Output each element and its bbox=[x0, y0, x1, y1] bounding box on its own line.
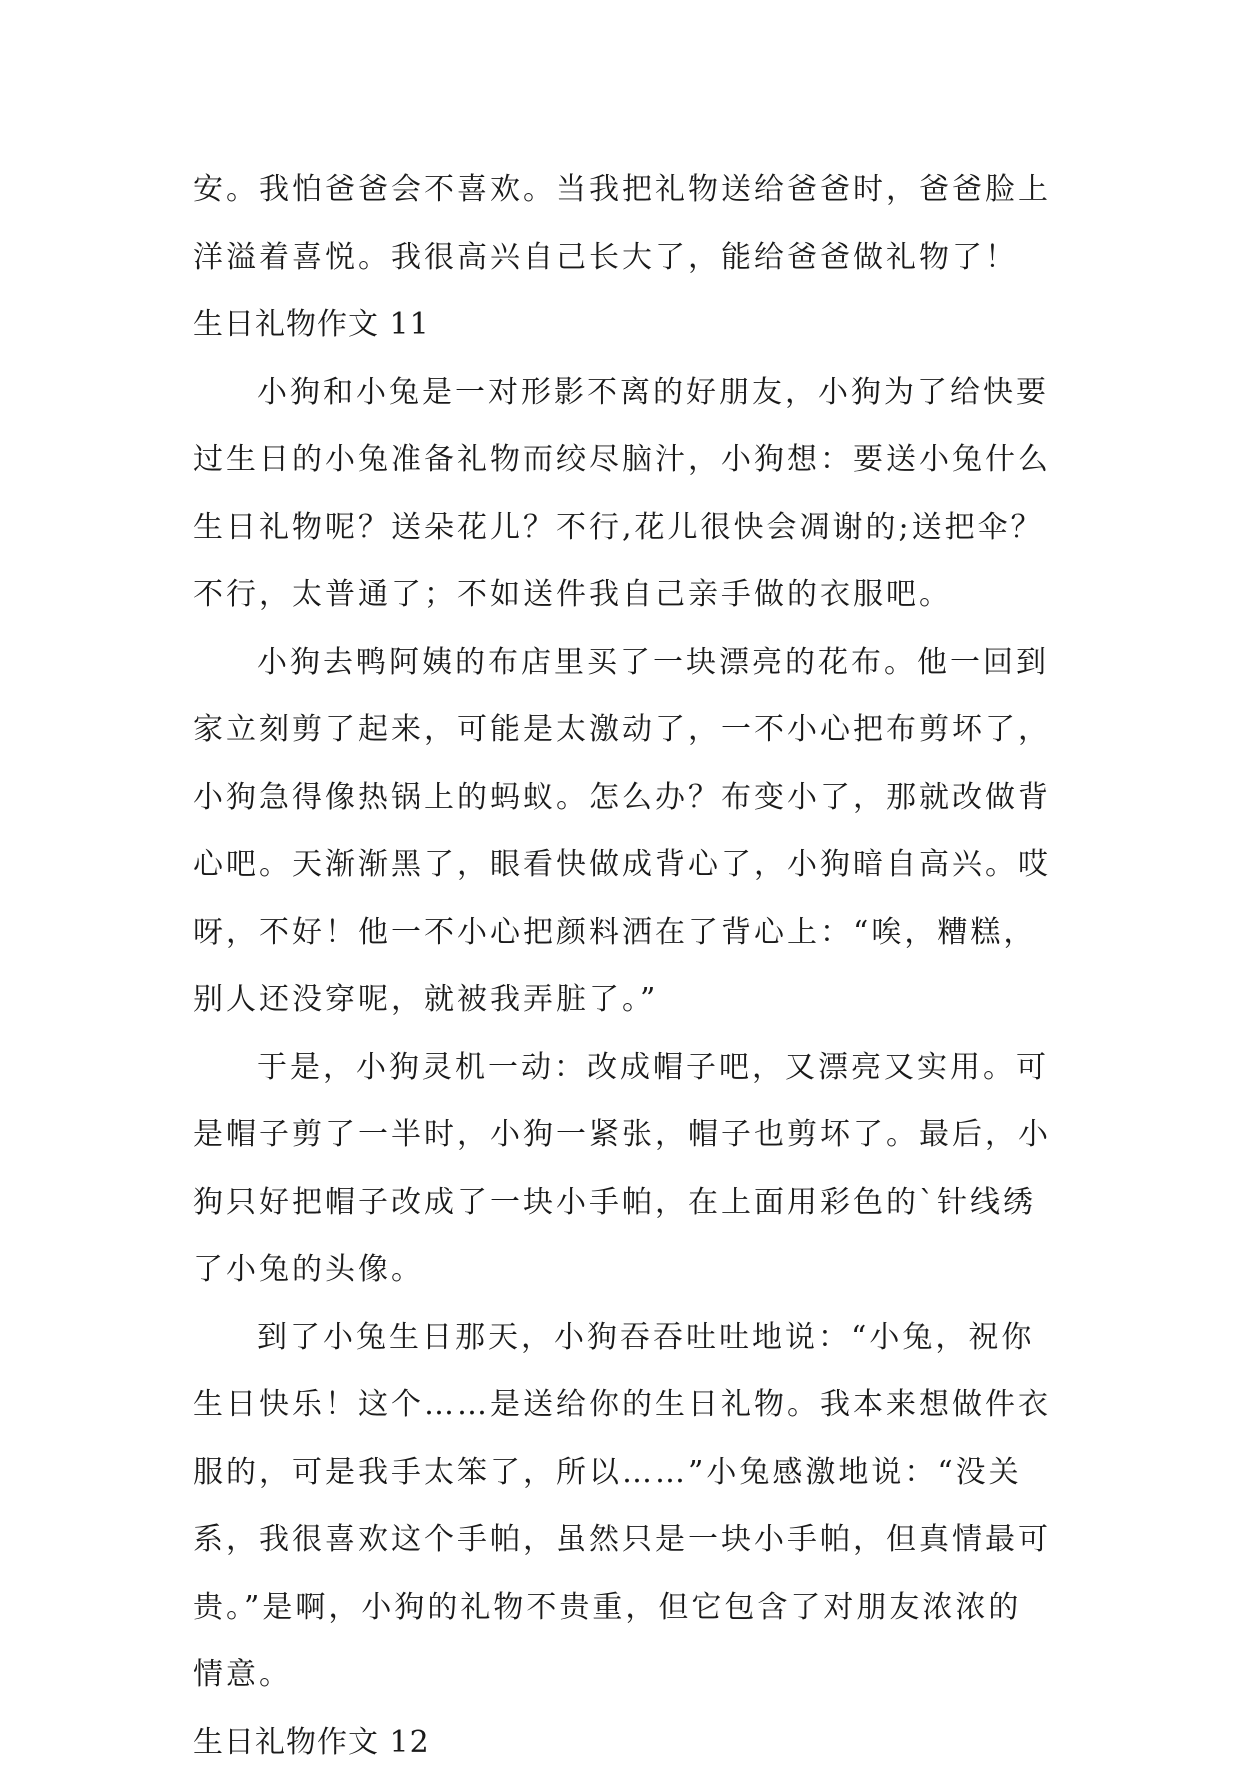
essay-heading-12: 生日礼物作文 12 bbox=[193, 1709, 1063, 1776]
text-line: 生日礼物呢？送朵花儿？不行,花儿很快会凋谢的;送把伞？ bbox=[193, 494, 1063, 562]
text-line: 狗只好把帽子改成了一块小手帕，在上面用彩色的`针线绣 bbox=[193, 1169, 1063, 1237]
paragraph-2 bbox=[193, 629, 1063, 1034]
text-line: 小狗去鸭阿姨的布店里买了一块漂亮的花布。他一回到 bbox=[193, 629, 1063, 697]
text-line: 小狗急得像热锅上的蚂蚁。怎么办？布变小了，那就改做背 bbox=[193, 764, 1063, 832]
text-line: 洋溢着喜悦。我很高兴自己长大了，能给爸爸做礼物了！ bbox=[193, 224, 1063, 292]
text-line: 情意。 bbox=[193, 1641, 1063, 1709]
paragraph-4 bbox=[193, 1304, 1063, 1709]
text-line: 系，我很喜欢这个手帕，虽然只是一块小手帕，但真情最可 bbox=[193, 1506, 1063, 1574]
text-line: 是帽子剪了一半时，小狗一紧张，帽子也剪坏了。最后，小 bbox=[193, 1101, 1063, 1169]
text-line: 别人还没穿呢，就被我弄脏了。” bbox=[193, 966, 1063, 1034]
essay-heading-11: 生日礼物作文 11 bbox=[193, 291, 1063, 359]
text-line: 了小兔的头像。 bbox=[193, 1236, 1063, 1304]
text-line: 呀，不好！他一不小心把颜料洒在了背心上：“唉，糟糕， bbox=[193, 899, 1063, 967]
paragraph-1 bbox=[193, 359, 1063, 629]
text-line: 小狗和小兔是一对形影不离的好朋友，小狗为了给快要 bbox=[193, 359, 1063, 427]
text-line: 贵。”是啊，小狗的礼物不贵重，但它包含了对朋友浓浓的 bbox=[193, 1574, 1063, 1642]
text-line: 过生日的小兔准备礼物而绞尽脑汁，小狗想：要送小兔什么 bbox=[193, 426, 1063, 494]
intro-paragraph bbox=[193, 156, 1063, 291]
text-line: 生日快乐！这个……是送给你的生日礼物。我本来想做件衣 bbox=[193, 1371, 1063, 1439]
text-line: 于是，小狗灵机一动：改成帽子吧，又漂亮又实用。可 bbox=[193, 1034, 1063, 1102]
text-line: 心吧。天渐渐黑了，眼看快做成背心了，小狗暗自高兴。哎 bbox=[193, 831, 1063, 899]
text-line: 家立刻剪了起来，可能是太激动了，一不小心把布剪坏了， bbox=[193, 696, 1063, 764]
text-line: 安。我怕爸爸会不喜欢。当我把礼物送给爸爸时，爸爸脸上 bbox=[193, 156, 1063, 224]
paragraph-3 bbox=[193, 1034, 1063, 1304]
text-line: 服的，可是我手太笨了，所以……”小兔感激地说：“没关 bbox=[193, 1439, 1063, 1507]
document-body bbox=[193, 156, 1063, 1776]
text-line: 到了小兔生日那天，小狗吞吞吐吐地说：“小兔，祝你 bbox=[193, 1304, 1063, 1372]
text-line: 不行，太普通了；不如送件我自己亲手做的衣服吧。 bbox=[193, 561, 1063, 629]
